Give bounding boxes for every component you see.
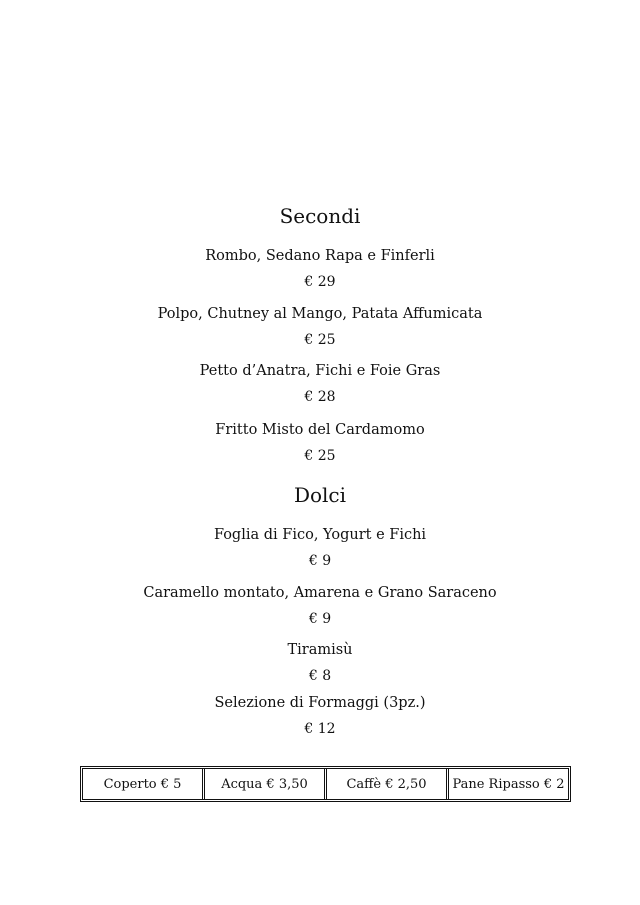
dish-name: Tiramisù xyxy=(287,642,353,658)
dish-price: € 29 xyxy=(304,274,336,290)
dish-name: Fritto Misto del Cardamomo xyxy=(215,422,425,438)
dish-price: € 12 xyxy=(304,721,336,737)
section-title-secondi: Secondi xyxy=(279,204,361,228)
extras-cell-coperto: Coperto € 5 xyxy=(83,769,205,799)
dish-name: Selezione di Formaggi (3pz.) xyxy=(214,695,426,711)
section-title-dolci: Dolci xyxy=(293,483,347,507)
dish-price: € 25 xyxy=(304,448,336,464)
dish-price: € 25 xyxy=(304,332,336,348)
dish-name: Petto d’Anatra, Fichi e Foie Gras xyxy=(199,363,441,379)
extras-table xyxy=(80,766,571,802)
dish-price: € 9 xyxy=(308,611,332,627)
dish-name: Polpo, Chutney al Mango, Patata Affumicata xyxy=(157,306,483,322)
dish-price: € 9 xyxy=(308,553,332,569)
dish-name: Foglia di Fico, Yogurt e Fichi xyxy=(213,527,427,543)
extras-cell-pane: Pane Ripasso € 2 xyxy=(452,776,565,792)
extras-cell-caffe: Caffè € 2,50 xyxy=(327,769,449,799)
dish-price: € 8 xyxy=(308,668,332,684)
dish-price: € 28 xyxy=(304,389,336,405)
dish-name: Caramello montato, Amarena e Grano Saraceno xyxy=(143,585,497,601)
dish-name: Rombo, Sedano Rapa e Finferli xyxy=(205,248,435,264)
extras-cell-acqua: Acqua € 3,50 xyxy=(205,769,327,799)
